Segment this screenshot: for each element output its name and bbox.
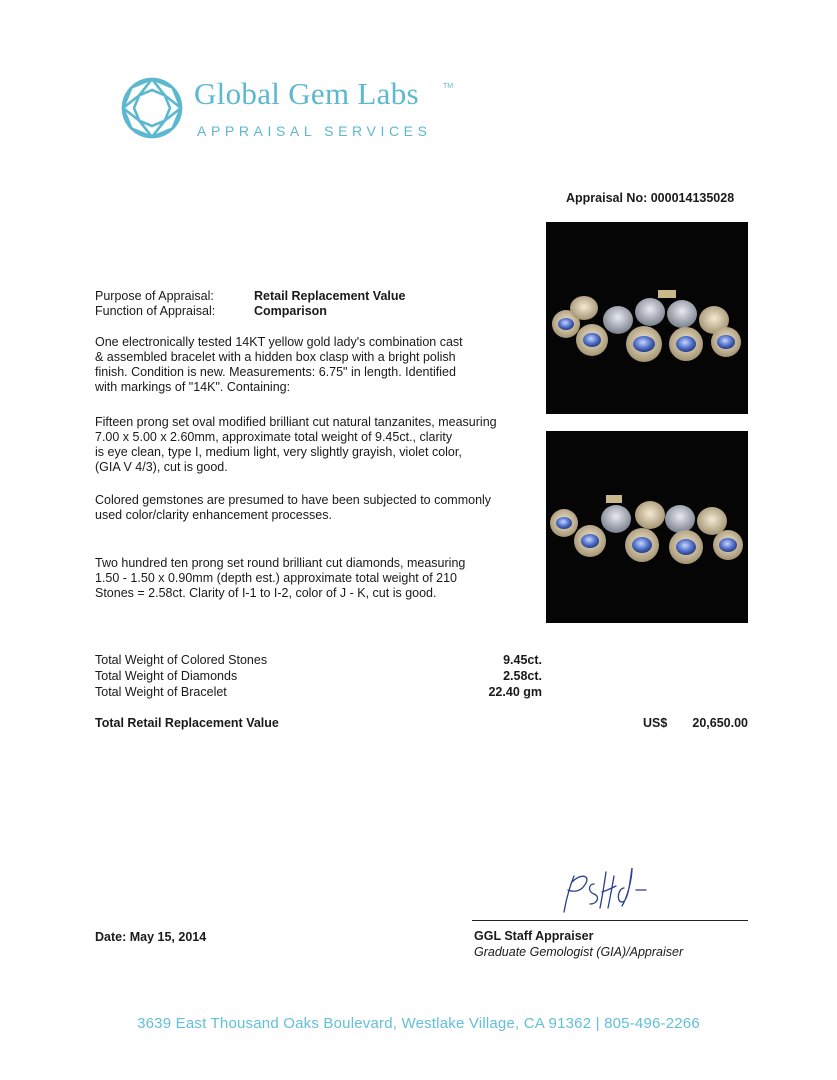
item-description: One electronically tested 14KT yellow gold lady's combination cast & assembled bracelet with a hidden box clasp with a bright polish finish. Condition is new. Measurements: 6.75" in length. Identified with markings of "14K". Containing: xyxy=(95,335,463,394)
total-label-diamonds: Total Weight of Diamonds xyxy=(95,669,238,683)
appraisal-date: Date: May 15, 2014 xyxy=(95,930,207,944)
footer-address: 3639 East Thousand Oaks Boulevard, Westlake Village, CA 91362 | 805-496-2266 xyxy=(137,1015,700,1032)
total-value-diamonds: 2.58ct. xyxy=(503,669,542,683)
bracelet-photo-top xyxy=(546,222,748,414)
function-value: Comparison xyxy=(254,304,327,318)
appraiser-credentials: Graduate Gemologist (GIA)/Appraiser xyxy=(474,945,684,959)
appraiser-title: GGL Staff Appraiser xyxy=(474,929,594,943)
total-value-bracelet: 22.40 gm xyxy=(488,685,542,699)
brand-name: Global Gem Labs xyxy=(194,76,419,111)
appraiser-signature xyxy=(552,862,652,920)
trademark: TM xyxy=(443,83,454,90)
retail-value-currency: US$ xyxy=(643,716,668,730)
signature-line xyxy=(472,920,748,921)
function-label: Function of Appraisal: xyxy=(95,304,216,318)
brand-subtitle: APPRAISAL SERVICES xyxy=(197,123,432,139)
appraisal-number: Appraisal No: 000014135028 xyxy=(566,191,735,205)
diamond-gem-icon xyxy=(120,76,184,140)
diamond-description: Two hundred ten prong set round brilliant cut diamonds, measuring 1.50 - 1.50 x 0.90mm (depth est.) approximate total weight of 210 Stones = 2.58ct. Clarity of I-1 to I-2, color of J - K, cut is good. xyxy=(95,556,466,600)
retail-value-label: Total Retail Replacement Value xyxy=(95,716,279,730)
purpose-value: Retail Replacement Value xyxy=(254,289,406,303)
total-label-colored-stones: Total Weight of Colored Stones xyxy=(95,653,268,667)
total-label-bracelet: Total Weight of Bracelet xyxy=(95,685,227,699)
bracelet-photo-bottom xyxy=(546,431,748,623)
retail-value-amount: 20,650.00 xyxy=(692,716,748,730)
total-value-colored-stones: 9.45ct. xyxy=(503,653,542,667)
tanzanite-description: Fifteen prong set oval modified brilliant cut natural tanzanites, measuring 7.00 x 5.00 x 2.60mm, approximate total weight of 9.45ct., clarity is eye clean, type I, medium light, very slightly grayish, violet color, (GIA V 4/3), cut is good. xyxy=(95,415,497,474)
treatment-disclosure: Colored gemstones are presumed to have been subjected to commonly used color/clarity enhancement processes. xyxy=(95,493,492,522)
purpose-label: Purpose of Appraisal: xyxy=(95,289,214,303)
